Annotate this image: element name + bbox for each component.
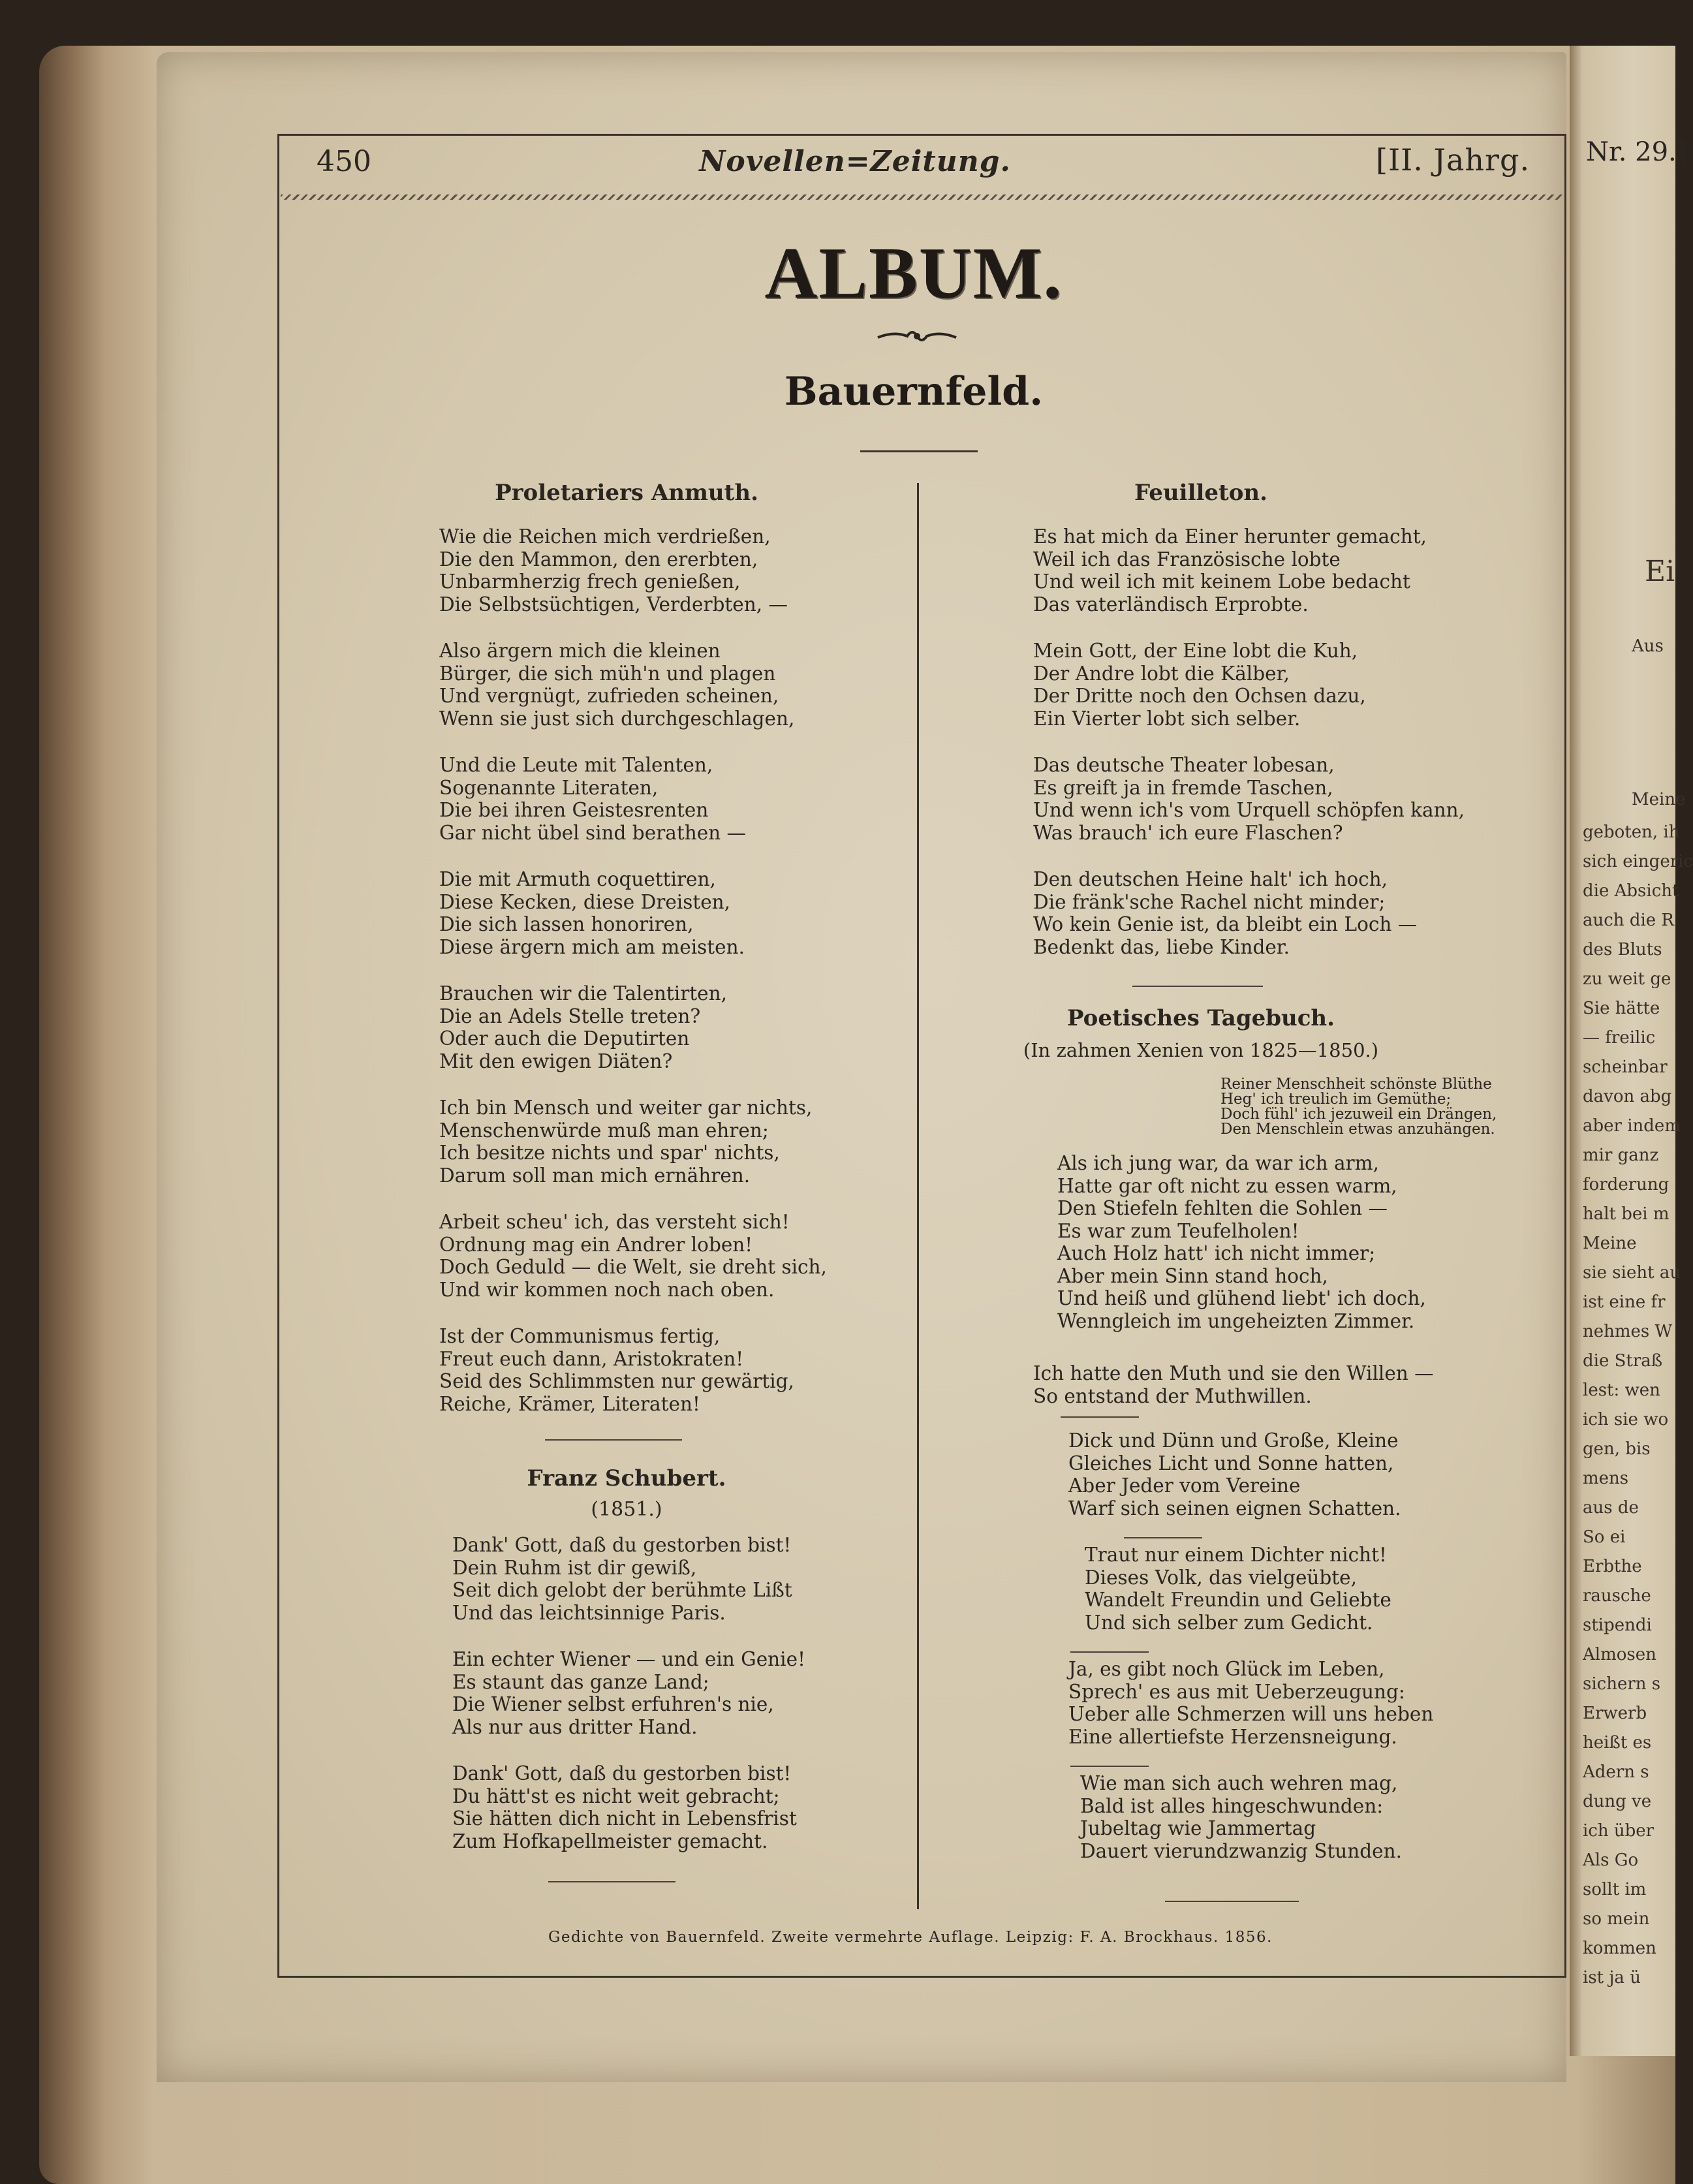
stanza: Ja, es gibt noch Glück im Leben, Sprech' es aus mit Ueberzeugung: Ueber alle Schmerzen will uns heben Eine allertiefste Herzensneigung.	[1068, 1658, 1434, 1748]
volume-label: [II. Jahrg.	[1376, 142, 1530, 178]
poem-title-tagebuch: Poetisches Tagebuch.	[1067, 1005, 1335, 1031]
right-page-fragment: Meine	[1583, 1234, 1637, 1253]
column-divider	[917, 483, 919, 1909]
right-page-fragment: Meine	[1632, 790, 1686, 809]
section-rule	[545, 1439, 682, 1441]
stanza: Ich hatte den Muth und sie den Willen — So entstand der Muthwillen.	[1033, 1362, 1434, 1407]
section-rule	[1070, 1651, 1149, 1653]
right-page-fragment: auch die R	[1583, 911, 1675, 930]
stanza: Die mit Armuth coquettiren, Diese Kecken, diese Dreisten, Die sich lassen honoriren, Diese ärgern mich am meisten.	[439, 868, 745, 958]
stanza: Traut nur einem Dichter nicht! Dieses Volk, das vielgeübte, Wandelt Freundin und Geliebte Und sich selber zum Gedicht.	[1085, 1544, 1391, 1634]
right-page-fragment: sollt im	[1583, 1880, 1647, 1899]
right-page-fragment: — freilic	[1583, 1028, 1656, 1048]
running-title: Novellen=Zeitung.	[699, 145, 1011, 178]
flourish-ornament	[875, 323, 959, 349]
stanza: Ein echter Wiener — und ein Genie! Es staunt das ganze Land; Die Wiener selbst erfuhren's nie, Als nur aus dritter Hand.	[452, 1648, 805, 1738]
right-page-fragment: sich eingeric	[1583, 852, 1693, 871]
source-footer: Gedichte von Bauernfeld. Zweite vermehrte Auflage. Leipzig: F. A. Brockhaus. 1856.	[548, 1929, 1273, 1946]
stanza: Das deutsche Theater lobesan, Es greift ja in fremde Taschen, Und wenn ich's vom Urquell schöpfen kann, Was brauch' ich eure Flaschen?	[1033, 754, 1465, 844]
right-page-fragment: sichern s	[1583, 1674, 1661, 1694]
right-page-fragment: forderung	[1583, 1175, 1670, 1194]
right-page-fragment: so mein	[1583, 1909, 1650, 1929]
poem-title-feuilleton: Feuilleton.	[1134, 480, 1267, 506]
poem-subtitle: (In zahmen Xenien von 1825—1850.)	[1023, 1039, 1379, 1061]
album-title: ALBUM.	[764, 233, 1063, 314]
right-page-fragment: aber indem	[1583, 1116, 1681, 1136]
stanza: Dank' Gott, daß du gestorben bist! Du hätt'st es nicht weit gebracht; Sie hätten dich nicht in Lebensfrist Zum Hofkapellmeister gemacht.	[452, 1762, 797, 1852]
right-page-fragment: davon abg	[1583, 1087, 1672, 1106]
right-page-fragment: Ei	[1645, 555, 1675, 588]
right-page-fragment: die Straß	[1583, 1351, 1663, 1371]
stanza: Als ich jung war, da war ich arm, Hatte gar oft nicht zu essen warm, Den Stiefeln fehlten die Sohlen — Es war zum Teufelholen! Auch Holz hatt' ich nicht immer; Aber mein Sinn stand hoch, Und heiß und glühend liebt' ich doch, Wenngleich im ungeheizten Zimmer.	[1057, 1152, 1426, 1332]
right-page-fragment: Sie hätte	[1583, 999, 1660, 1018]
right-page-fragment: kommen	[1583, 1939, 1656, 1958]
right-page-fragment: halt bei m	[1583, 1204, 1670, 1224]
right-page-fragment: So ei	[1583, 1527, 1626, 1547]
stanza: Ist der Communismus fertig, Freut euch dann, Aristokraten! Seid des Schlimmsten nur gewärtig, Reiche, Krämer, Literaten!	[439, 1325, 794, 1415]
right-page-fragment: scheinbar	[1583, 1057, 1668, 1077]
header-wavy-rule	[281, 195, 1563, 200]
right-page-fragment: ist ja ü	[1583, 1968, 1641, 1988]
right-page-fragment: Erwerb	[1583, 1704, 1647, 1723]
right-page-fragment: lest: wen	[1583, 1381, 1660, 1400]
right-page-fragment: mir ganz	[1583, 1146, 1659, 1165]
right-page-fragment: sie sieht au	[1583, 1263, 1681, 1283]
stanza: Es hat mich da Einer herunter gemacht, Weil ich das Französische lobte Und weil ich mit keinem Lobe bedacht Das vaterländisch Erprobte.	[1033, 525, 1427, 616]
section-rule	[548, 1881, 676, 1882]
motto: Reiner Menschheit schönste Blüthe Heg' ich treulich im Gemüthe; Doch fühl' ich jezuweil ein Drängen, Den Menschlein etwas anzuhängen.	[1220, 1076, 1497, 1138]
section-rule	[1165, 1901, 1299, 1902]
stanza: Mein Gott, der Eine lobt die Kuh, Der Andre lobt die Kälber, Der Dritte noch den Ochsen dazu, Ein Vierter lobt sich selber.	[1033, 640, 1366, 730]
stanza: Dank' Gott, daß du gestorben bist! Dein Ruhm ist dir gewiß, Seit dich gelobt der berühmte Lißt Und das leichtsinnige Paris.	[452, 1534, 792, 1624]
right-page-fragment: Adern s	[1583, 1762, 1649, 1782]
right-page-fragment: ist eine fr	[1583, 1292, 1666, 1312]
poem-year: (1851.)	[591, 1498, 662, 1521]
right-page-fragment: rausche	[1583, 1586, 1651, 1606]
right-page-edge	[1570, 46, 1675, 2056]
stanza: Dick und Dünn und Große, Kleine Gleiches Licht und Sonne hatten, Aber Jeder vom Vereine Warf sich seinen eignen Schatten.	[1068, 1429, 1401, 1520]
right-page-fragment: mens	[1583, 1469, 1629, 1488]
author-heading: Bauernfeld.	[784, 369, 1044, 414]
stanza: Wie die Reichen mich verdrießen, Die den Mammon, den ererbten, Unbarmherzig frech genießen, Die Selbstsüchtigen, Verderbten, —	[439, 525, 788, 616]
poem-title-proletariers: Proletariers Anmuth.	[495, 480, 758, 506]
right-page-fragment: nehmes W	[1583, 1322, 1673, 1341]
right-page-fragment: des Bluts	[1583, 940, 1662, 959]
right-page-fragment: zu weit ge	[1583, 969, 1671, 989]
poem-title-schubert: Franz Schubert.	[527, 1465, 726, 1491]
right-page-fragment: ich über	[1583, 1821, 1654, 1841]
right-page-fragment: heißt es	[1583, 1733, 1652, 1753]
section-rule	[1124, 1537, 1202, 1538]
right-page-fragment: gen, bis	[1583, 1439, 1651, 1459]
page-number: 450	[317, 145, 371, 178]
author-rule	[860, 450, 978, 452]
right-page-fragment: ich sie wo	[1583, 1410, 1669, 1429]
section-rule	[1070, 1766, 1149, 1767]
right-page-fragment: Als Go	[1583, 1850, 1639, 1870]
right-page-fragment: die Absicht	[1583, 881, 1679, 901]
section-rule	[1061, 1416, 1139, 1418]
right-page-fragment: Aus	[1632, 636, 1664, 656]
right-page-fragment: Erbthe	[1583, 1557, 1642, 1576]
right-page-fragment: aus de	[1583, 1498, 1639, 1518]
stanza: Arbeit scheu' ich, das versteht sich! Ordnung mag ein Andrer loben! Doch Geduld — die Welt, sie dreht sich, Und wir kommen noch nach oben.	[439, 1211, 827, 1301]
right-page-fragment: geboten, ih	[1583, 822, 1680, 842]
right-page-fragment: Almosen	[1583, 1645, 1656, 1664]
stanza: Ich bin Mensch und weiter gar nichts, Menschenwürde muß man ehren; Ich besitze nichts und spar' nichts, Darum soll man mich ernähren.	[439, 1097, 813, 1187]
right-page-fragment: dung ve	[1583, 1792, 1652, 1811]
stanza: Brauchen wir die Talentirten, Die an Adels Stelle treten? Oder auch die Deputirten Mit den ewigen Diäten?	[439, 982, 727, 1072]
stanza: Wie man sich auch wehren mag, Bald ist alles hingeschwunden: Jubeltag wie Jammertag Dauert vierundzwanzig Stunden.	[1080, 1772, 1402, 1862]
stanza: Also ärgern mich die kleinen Bürger, die sich müh'n und plagen Und vergnügt, zufrieden scheinen, Wenn sie just sich durchgeschlagen,	[439, 640, 795, 730]
stanza: Und die Leute mit Talenten, Sogenannte Literaten, Die bei ihren Geistesrenten Gar nicht übel sind berathen —	[439, 754, 747, 844]
right-page-fragment: stipendi	[1583, 1615, 1652, 1635]
stanza: Den deutschen Heine halt' ich hoch, Die fränk'sche Rachel nicht minder; Wo kein Genie ist, da bleibt ein Loch — Bedenkt das, liebe Kinder.	[1033, 868, 1418, 958]
section-rule	[1132, 986, 1263, 987]
right-page-header: Nr. 29.]	[1586, 137, 1687, 167]
